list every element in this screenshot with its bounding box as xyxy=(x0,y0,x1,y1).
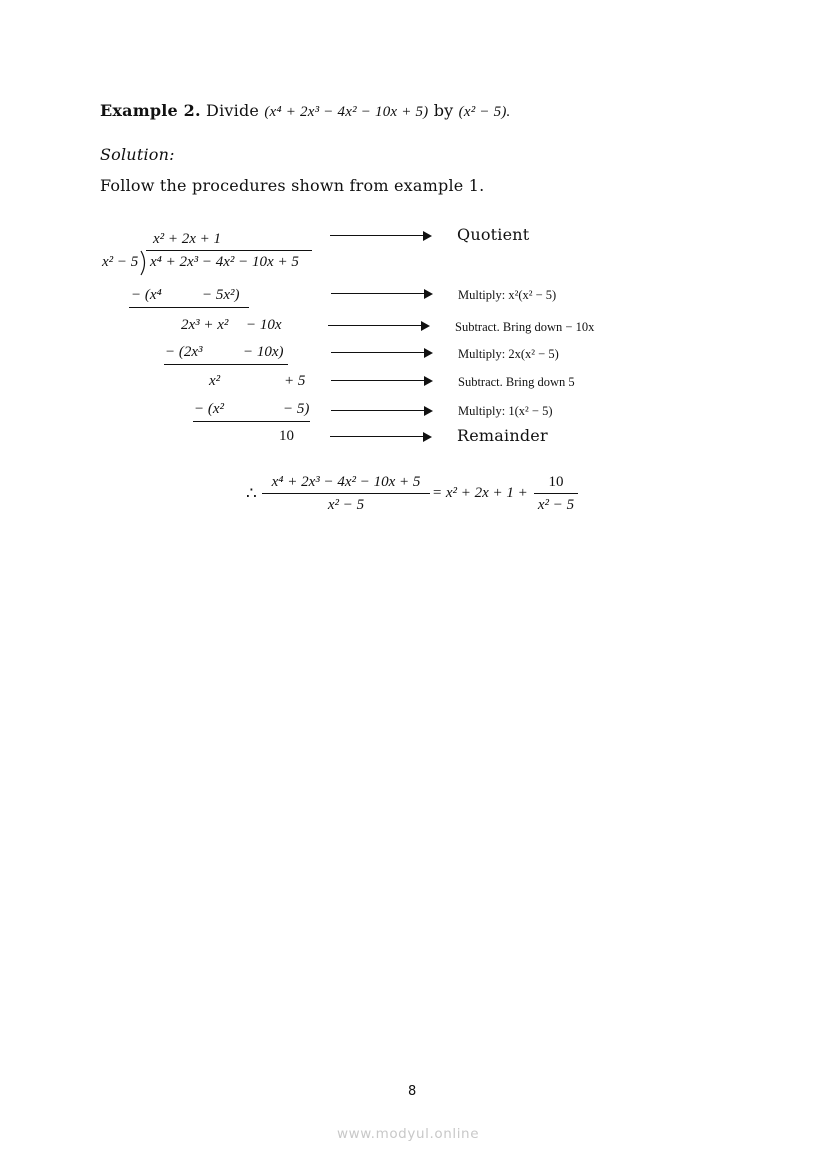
intro-text: Follow the procedures shown from example 1. xyxy=(100,176,485,195)
lhs-numerator: x⁴ + 2x³ − 4x² − 10x + 5 xyxy=(271,474,421,490)
division-bar xyxy=(146,250,312,251)
rhs-fraction-bar xyxy=(534,493,578,494)
step2-left: 2x³ + x² xyxy=(181,317,229,333)
step5-right: − 5) xyxy=(283,401,310,417)
step3-right: − 10x) xyxy=(243,344,284,360)
annotation-remainder: Remainder xyxy=(457,426,548,445)
dividend-expression-ld: x⁴ + 2x³ − 4x² − 10x + 5 xyxy=(150,254,299,270)
rhs-denominator: x² − 5 xyxy=(537,497,575,513)
example-label: Example 2. xyxy=(100,101,201,120)
annotation-quotient: Quotient xyxy=(457,225,530,244)
step5-underline xyxy=(193,421,310,422)
arrow-multiply2 xyxy=(331,347,433,359)
arrow-remainder xyxy=(330,431,432,443)
division-bracket xyxy=(139,250,149,276)
step4-left: x² xyxy=(209,373,221,389)
lhs-fraction-bar xyxy=(262,493,430,494)
step2-right: − 10x xyxy=(246,317,282,333)
annotation-multiply1: Multiply: x²(x² − 5) xyxy=(458,288,557,302)
step1-underline xyxy=(129,307,249,308)
step4-right: + 5 xyxy=(284,373,306,389)
therefore-symbol: ∴ xyxy=(246,484,257,503)
arrow-subtract1 xyxy=(328,320,430,332)
step1-right: − 5x²) xyxy=(202,287,240,303)
arrow-multiply3 xyxy=(331,405,433,417)
page-number: 8 xyxy=(408,1084,417,1099)
step5-left: − (x² xyxy=(194,401,225,417)
arrow-subtract2 xyxy=(331,375,433,387)
rhs-numerator: 10 xyxy=(548,474,564,490)
quotient-sum: = x² + 2x + 1 + xyxy=(432,485,528,501)
example-heading xyxy=(100,101,511,121)
step3-left: − (2x³ xyxy=(165,344,203,360)
quotient-expression: x² + 2x + 1 xyxy=(153,231,222,247)
solution-label: Solution: xyxy=(100,145,175,164)
annotation-subtract1: Subtract. Bring down − 10x xyxy=(455,320,595,334)
by-text: by xyxy=(433,101,454,120)
dividend-expression: (x⁴ + 2x³ − 4x² − 10x + 5) xyxy=(264,104,429,120)
divisor-expression-ld: x² − 5 xyxy=(102,254,139,270)
divisor-expression: (x² − 5). xyxy=(458,104,511,120)
step1-left: − (x⁴ xyxy=(131,287,162,303)
arrow-quotient xyxy=(330,230,432,242)
annotation-subtract2: Subtract. Bring down 5 xyxy=(458,375,575,389)
remainder-value: 10 xyxy=(279,428,294,444)
annotation-multiply3: Multiply: 1(x² − 5) xyxy=(458,404,553,418)
annotation-multiply2: Multiply: 2x(x² − 5) xyxy=(458,347,559,361)
footer-url[interactable]: www.modyul.online xyxy=(337,1126,480,1142)
divide-text: Divide xyxy=(206,101,260,120)
arrow-multiply1 xyxy=(331,288,433,300)
step3-underline xyxy=(164,364,288,365)
lhs-denominator: x² − 5 xyxy=(327,497,365,513)
